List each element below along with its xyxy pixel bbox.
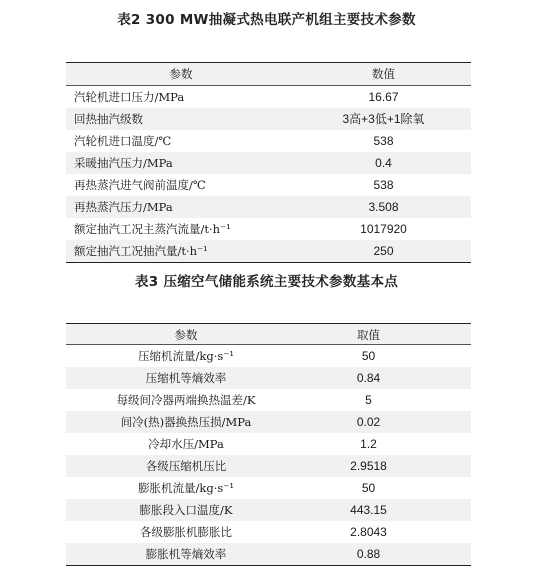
param-cell: 额定抽汽工况抽汽量/t·h⁻¹ <box>74 244 208 258</box>
table-caption: 表3 压缩空气储能系统主要技术参数基本点 <box>134 274 399 290</box>
param-cell: 冷却水压/MPa <box>148 437 224 451</box>
value-cell: 1.2 <box>360 437 377 451</box>
header-value: 取值 <box>357 328 380 342</box>
param-cell: 压缩机流量/kg·s⁻¹ <box>138 349 234 363</box>
value-cell: 2.9518 <box>350 459 387 473</box>
value-cell: 3.508 <box>368 200 399 214</box>
header-param: 参数 <box>174 328 198 342</box>
table-row <box>66 86 471 108</box>
value-cell: 16.67 <box>368 90 399 104</box>
table-header <box>66 63 471 86</box>
table-row <box>66 240 471 262</box>
value-cell: 50 <box>361 481 376 495</box>
table-row <box>66 174 471 196</box>
value-cell: 538 <box>373 134 394 148</box>
param-cell: 压缩机等熵效率 <box>145 371 227 385</box>
value-cell: 0.84 <box>356 371 381 385</box>
technical-parameters-table <box>66 62 471 263</box>
param-cell: 汽轮机进口温度/℃ <box>74 134 172 148</box>
value-cell: 0.88 <box>356 547 381 561</box>
table-row <box>66 130 471 152</box>
table-row <box>66 345 471 367</box>
table-row <box>66 389 471 411</box>
table-header <box>66 324 471 345</box>
param-cell: 采暖抽汽压力/MPa <box>74 156 173 170</box>
table-row <box>66 543 471 565</box>
value-cell: 0.02 <box>356 415 381 429</box>
table-caption: 表2 300 MW抽凝式热电联产机组主要技术参数 <box>117 12 416 28</box>
param-cell: 再热蒸汽压力/MPa <box>74 200 173 214</box>
value-cell: 443.15 <box>350 503 387 517</box>
param-cell: 每级间冷器两端换热温差/K <box>116 393 256 407</box>
param-cell: 膨胀机流量/kg·s⁻¹ <box>138 481 234 495</box>
table-row <box>66 108 471 130</box>
value-cell: 2.8043 <box>350 525 387 539</box>
table-row <box>66 455 471 477</box>
param-cell: 回热抽汽级数 <box>74 112 143 126</box>
param-cell: 额定抽汽工况主蒸汽流量/t·h⁻¹ <box>74 222 231 236</box>
header-value: 数值 <box>372 67 395 81</box>
table-row <box>66 521 471 543</box>
param-cell: 再热蒸汽进气阀前温度/℃ <box>74 178 206 192</box>
value-cell: 5 <box>365 393 372 407</box>
header-param: 参数 <box>169 67 193 81</box>
value-cell: 1017920 <box>360 222 407 236</box>
value-cell: 50 <box>361 349 376 363</box>
value-cell: 250 <box>373 244 394 258</box>
param-cell: 膨胀段入口温度/K <box>139 503 233 517</box>
param-cell: 各级压缩机压比 <box>145 459 227 473</box>
param-cell: 各级膨胀机膨胀比 <box>140 525 232 539</box>
table-row <box>66 218 471 240</box>
table-row <box>66 152 471 174</box>
param-cell: 汽轮机进口压力/MPa <box>74 90 185 104</box>
caes-parameters-table <box>66 323 471 566</box>
value-cell: 0.4 <box>375 156 392 170</box>
table-row <box>66 411 471 433</box>
table-row <box>66 433 471 455</box>
table-row <box>66 196 471 218</box>
param-cell: 膨胀机等熵效率 <box>145 547 227 561</box>
table-row <box>66 477 471 499</box>
table-row <box>66 367 471 389</box>
param-cell: 间冷(热)器换热压损/MPa <box>120 415 252 429</box>
table-row <box>66 499 471 521</box>
value-cell: 538 <box>373 178 394 192</box>
value-cell: 3高+3低+1除氧 <box>342 112 425 126</box>
